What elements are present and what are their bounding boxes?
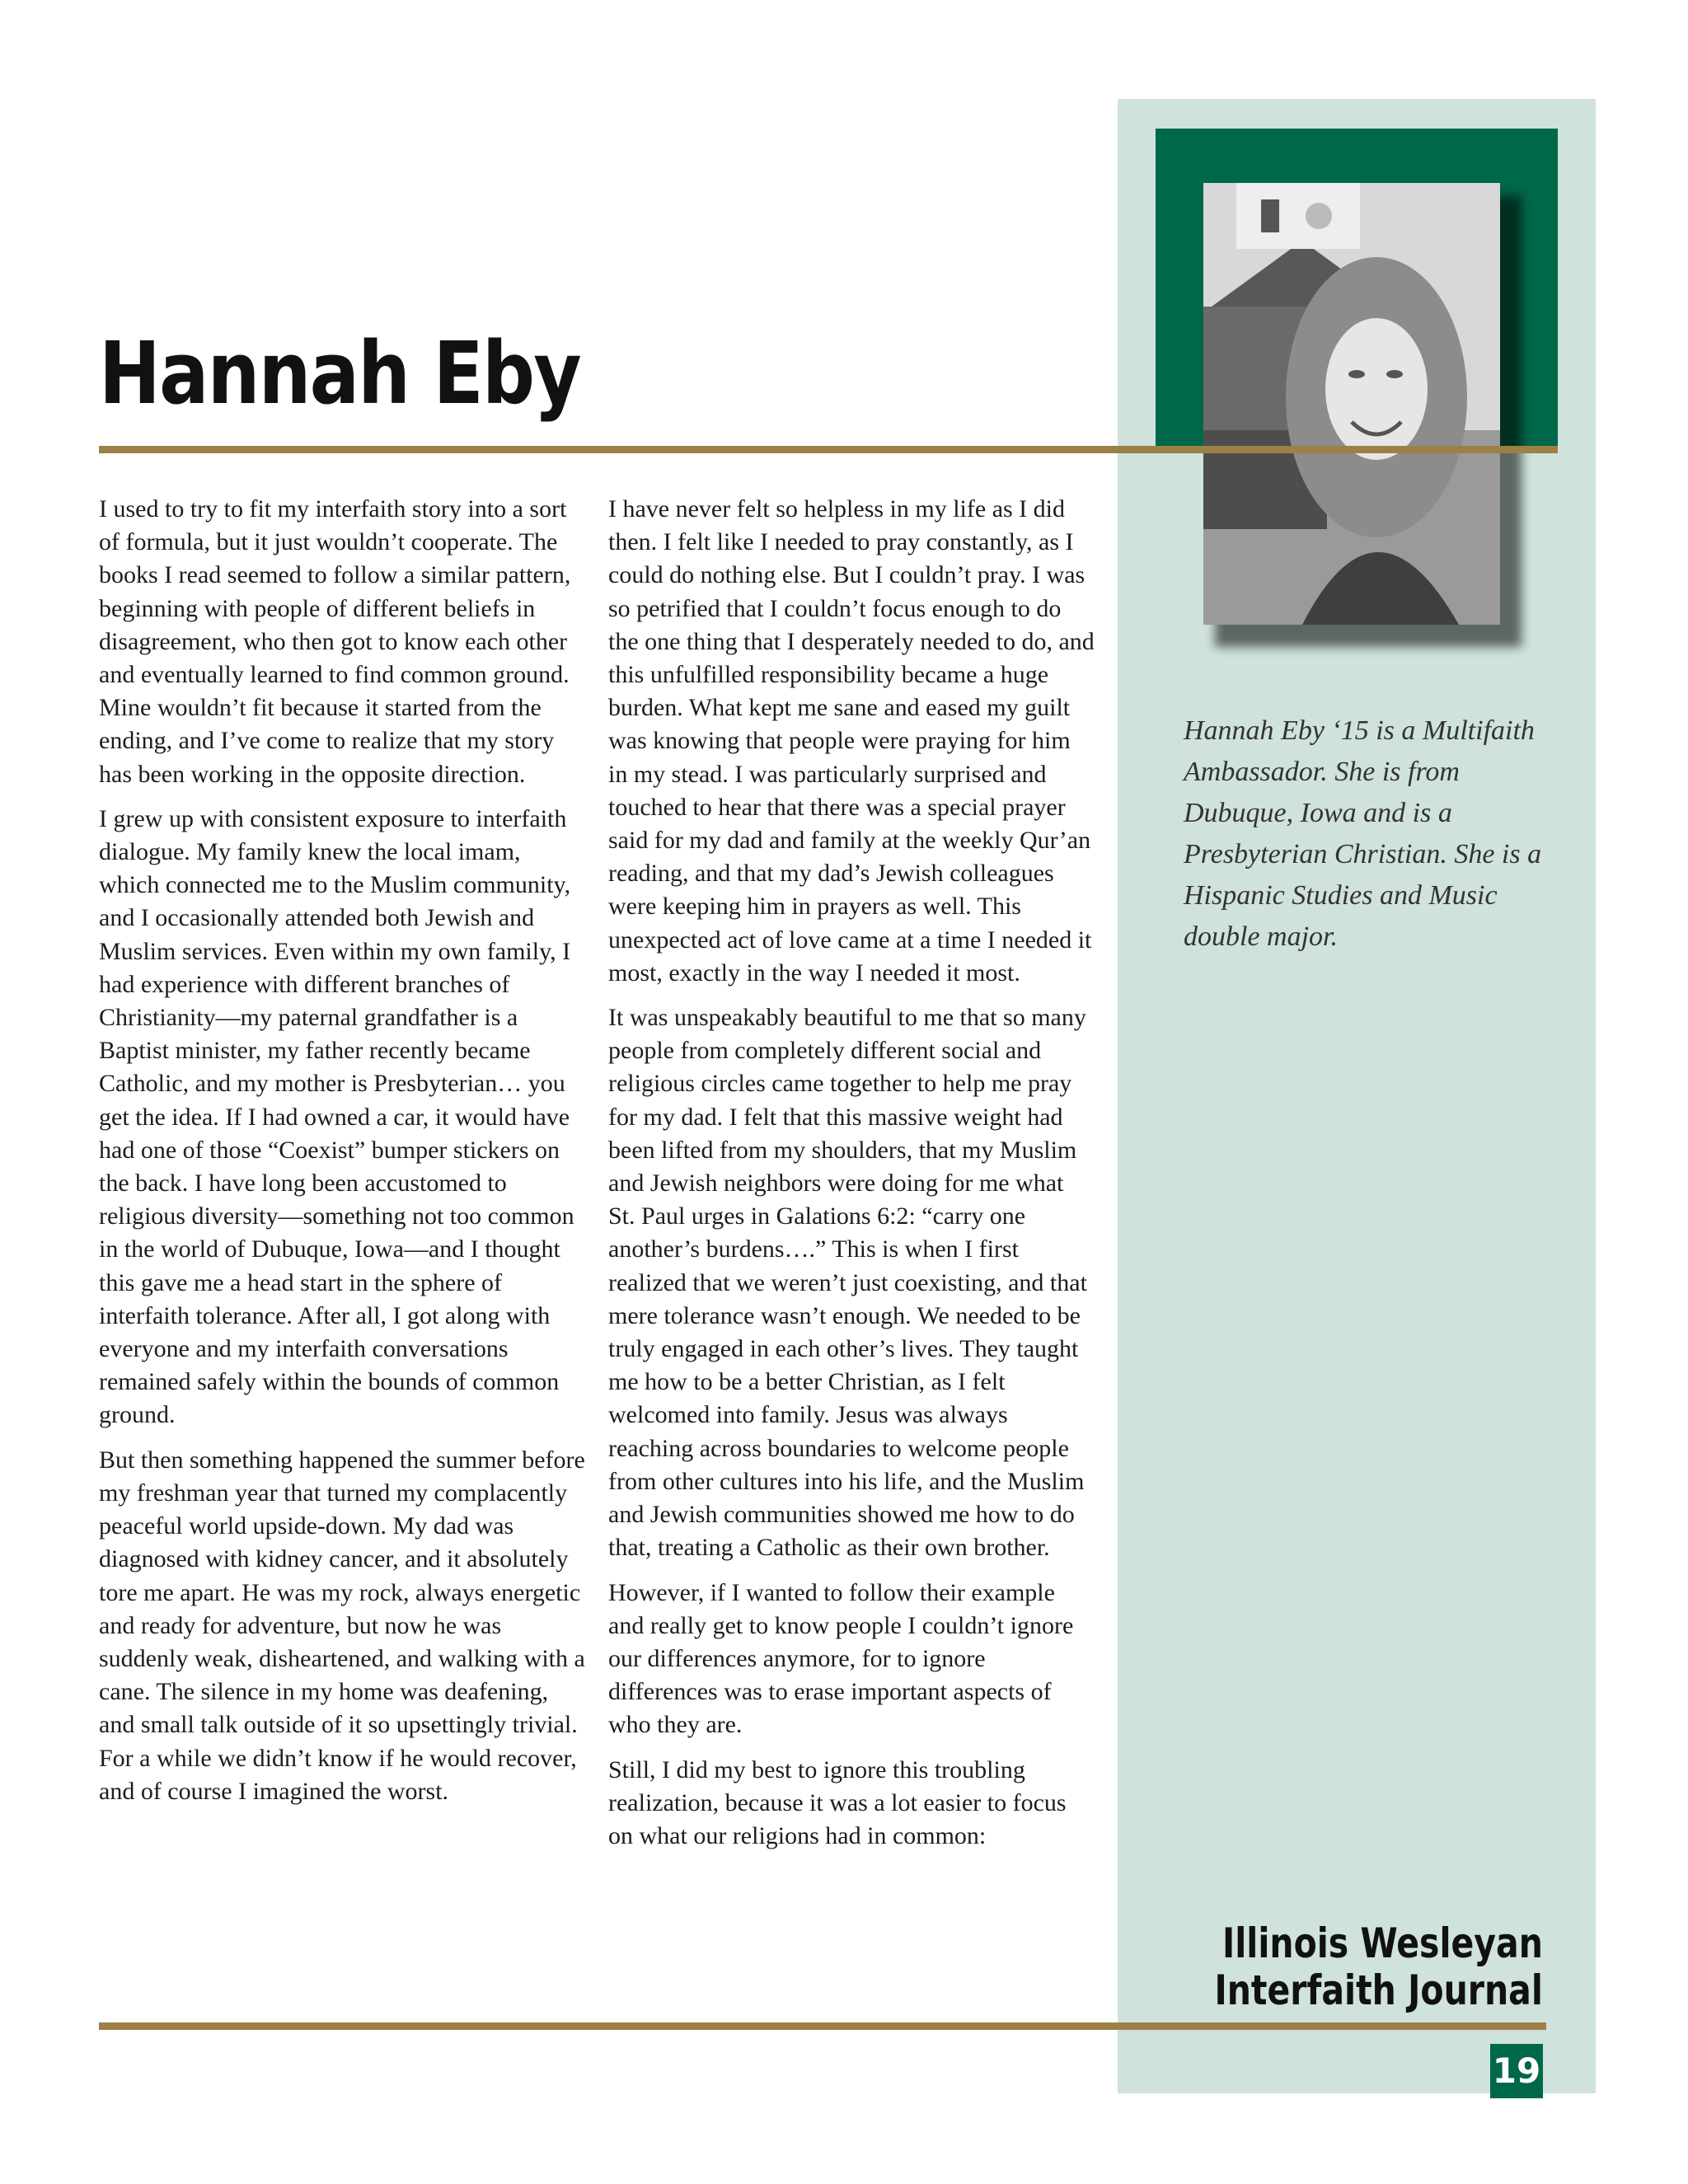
article-paragraph: But then something happened the summer before my freshman year that turned my complacently peaceful world upside-down. My dad was diagnosed with kidney cancer, and it absolutely tore me apart. He was my rock, always energetic and ready for adventure, but now he was suddenly weak, disheartened, and walking with a cane. The silence in my home was deafening, and small talk outside of it so upsettingly trivial. For a while we didn’t know if he would recover, and of course I imagined the worst. — [99, 1446, 585, 1805]
article-paragraph: I grew up with consistent exposure to interfaith dialogue. My family knew the local imam, which connected me to the Muslim community, and I occasionally attended both Jewish and Muslim services. Even within my own family, I had experience with different branches of Christianity—my paternal grandfather is a Baptist minister, my father recently became Catholic, and my mother is Presbyterian… you get the idea. If I had owned a car, it would have had one of those “Coexist” bumper stickers on the back. I have long been accustomed to religious diversity—something not too common in the world of Dubuque, Iowa—and I thought this gave me a head start in the sphere of interfaith tolerance. After all, I got along with everyone and my interfaith conversations remained safely within the bounds of common ground. — [99, 804, 574, 1429]
article-column-2 — [608, 493, 1095, 1864]
article-paragraph: I used to try to fit my interfaith story into a sort of formula, but it just wouldn’t cooperate. The books I read seemed to follow a similar pattern, beginning with people of different beliefs in disagreement, who then got to know each other and eventually learned to find common ground. Mine wouldn’t fit because it started from the ending, and I’ve come to realize that my story has been working in the opposite direction. — [99, 495, 571, 788]
bottom-rule-divider — [99, 2022, 1546, 2030]
author-bio: Hannah Eby ‘15 is a Multifaith Ambassador. She is from Dubuque, Iowa and is a Presbyterian Christian. She is a Hispanic Studies and Music double major. — [1184, 715, 1542, 952]
article-paragraph: I have never felt so helpless in my life as I did then. I felt like I needed to pray constantly, as I could do nothing else. But I couldn’t pray. I was so petrified that I couldn’t focus enough to do the one thing that I desperately needed to do, and this unfulfilled responsibility became a huge burden. What kept me sane and eased my guilt was knowing that people were praying for him in my stead. I was particularly surprised and touched to hear that there was a special prayer said for my dad and family at the weekly Qur’an reading, and that my dad’s Jewish colleagues were keeping him in prayers as well. This unexpected act of love came at a time I needed it most, exactly in the way I needed it most. — [608, 495, 1095, 987]
article-paragraph: Still, I did my best to ignore this troubling realization, because it was a lot easier to focus on what our religions had in common: — [608, 1755, 1067, 1849]
article-column-1 — [99, 493, 585, 1820]
top-rule-divider — [99, 446, 1558, 453]
journal-name-line-1: Illinois Wesleyan — [1222, 1919, 1543, 1967]
article-paragraph: However, if I wanted to follow their example and really get to know people I couldn’t ignore our differences anymore, for to ignore differences was to erase important aspects of who they are. — [608, 1578, 1074, 1739]
portrait-photo — [1203, 183, 1500, 625]
journal-name — [1215, 1920, 1543, 2014]
article-title: Hannah Eby — [99, 323, 580, 424]
page-number: 19 — [1490, 2044, 1543, 2098]
article-paragraph: It was unspeakably beautiful to me that so many people from completely different social and religious circles came together to help me pray for my dad. I felt that this massive weight had been lifted from my shoulders, that my Muslim and Jewish neighbors were doing for me what St. Paul urges in Galations 6:2: “carry one another’s burdens….” This is when I first realized that we weren’t just coexisting, and that mere tolerance wasn’t enough. We needed to be truly engaged in each other’s lives. They taught me how to be a better Christian, as I felt welcomed into family. Jesus was always reaching across boundaries to welcome people from other cultures into his life, and the Muslim and Jewish communities showed me how to do that, treating a Catholic as their own brother. — [608, 1004, 1087, 1562]
journal-name-line-2: Interfaith Journal — [1214, 1966, 1543, 2014]
